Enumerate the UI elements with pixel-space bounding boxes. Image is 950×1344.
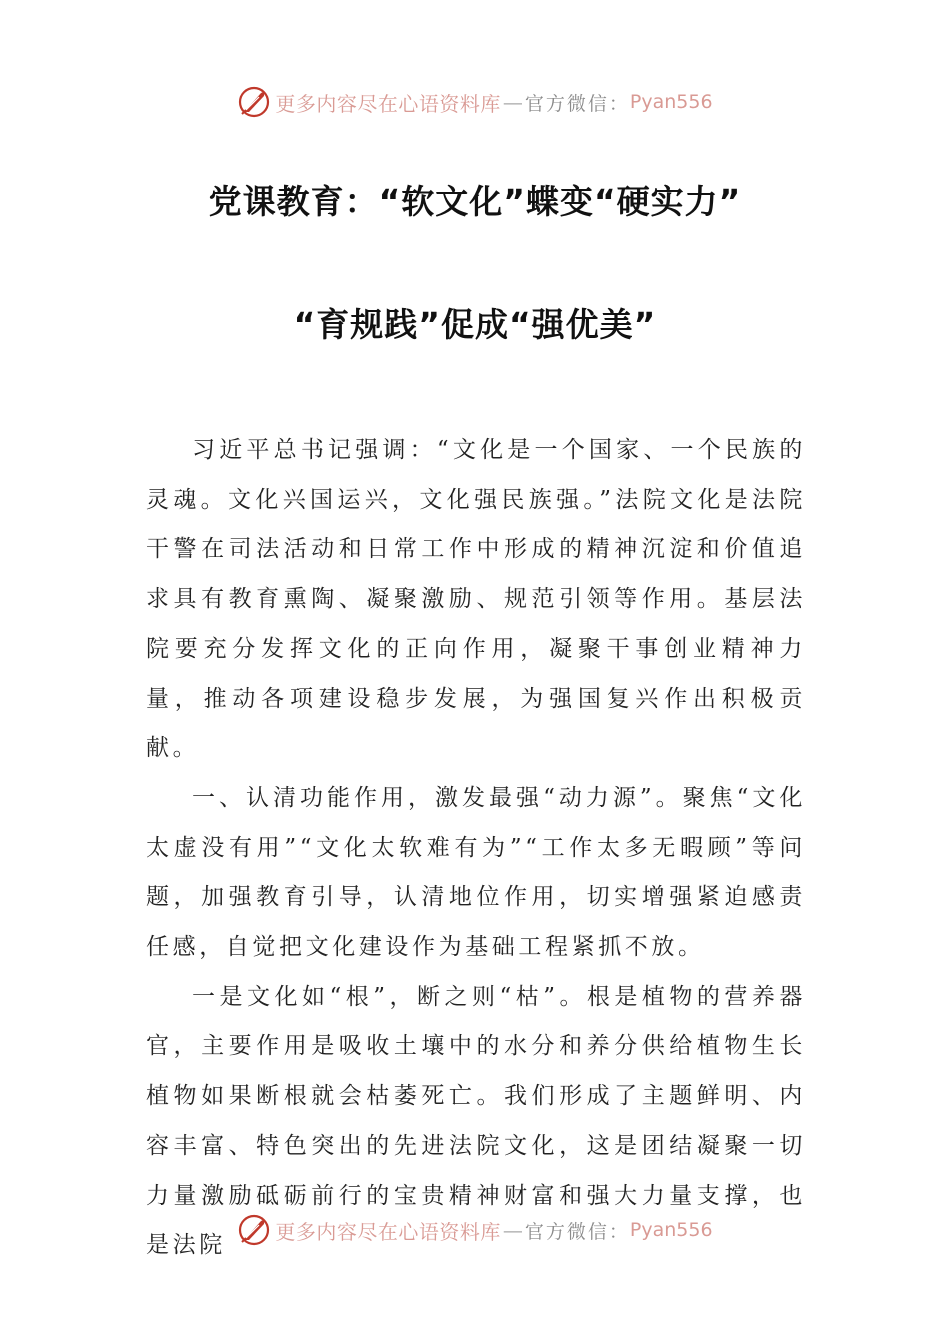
banner-wechat-label: 官方微信： xyxy=(524,92,630,115)
quill-logo-icon xyxy=(237,85,271,119)
banner-site-text: 更多内容尽在心语资料库 xyxy=(275,1219,501,1244)
body-paragraph-3: 一是文化如“根”，断之则“枯”。根是植物的营养器官，主要作用是吸收土壤中的水分和养分供给植物生长植物如果断根就会枯萎死亡。我们形成了主题鲜明、内容丰富、特色突出的先进法院文化，这是团结凝聚一切力量激励砥砺前行的宝贵精神财富和强大力量支撑，也是法院 xyxy=(146,983,806,1259)
body-paragraph-2: 一、认清功能作用，激发最强“动力源”。聚焦“文化太虚没有用”“文化太软难有为”“工作太多无暇顾”等问题，加强教育引导，认清地位作用，切实增强紧迫感责任感，自觉把文化建设作为基础工程紧抓不放。 xyxy=(146,784,806,961)
banner-wechat-id: Pyan556 xyxy=(629,91,713,113)
document-body xyxy=(146,426,806,1271)
banner-wechat-id: Pyan556 xyxy=(629,1219,713,1241)
banner-wechat-label: 官方微信： xyxy=(524,1220,630,1243)
document-title-line2: “育规践”促成“强优美” xyxy=(293,305,657,344)
body-paragraph-1: 习近平总书记强调：“文化是一个国家、一个民族的灵魂。文化兴国运兴，文化强民族强。”法院文化是法院干警在司法活动和日常工作中形成的精神沉淀和价值追求具有教育熏陶、凝聚激励、规范引领等作用。基层法院要充分发挥文化的正向作用，凝聚干事创业精神力量，推动各项建设稳步发展，为强国复兴作出积极贡献。 xyxy=(146,437,806,762)
footer-banner xyxy=(0,1210,950,1250)
banner-dash: — xyxy=(502,90,523,114)
quill-logo-icon xyxy=(237,1213,271,1247)
header-banner xyxy=(0,82,950,122)
document-title-line1: 党课教育：“软文化”蝶变“硬实力” xyxy=(208,182,742,221)
banner-dash: — xyxy=(502,1218,523,1242)
banner-site-text: 更多内容尽在心语资料库 xyxy=(275,91,501,116)
